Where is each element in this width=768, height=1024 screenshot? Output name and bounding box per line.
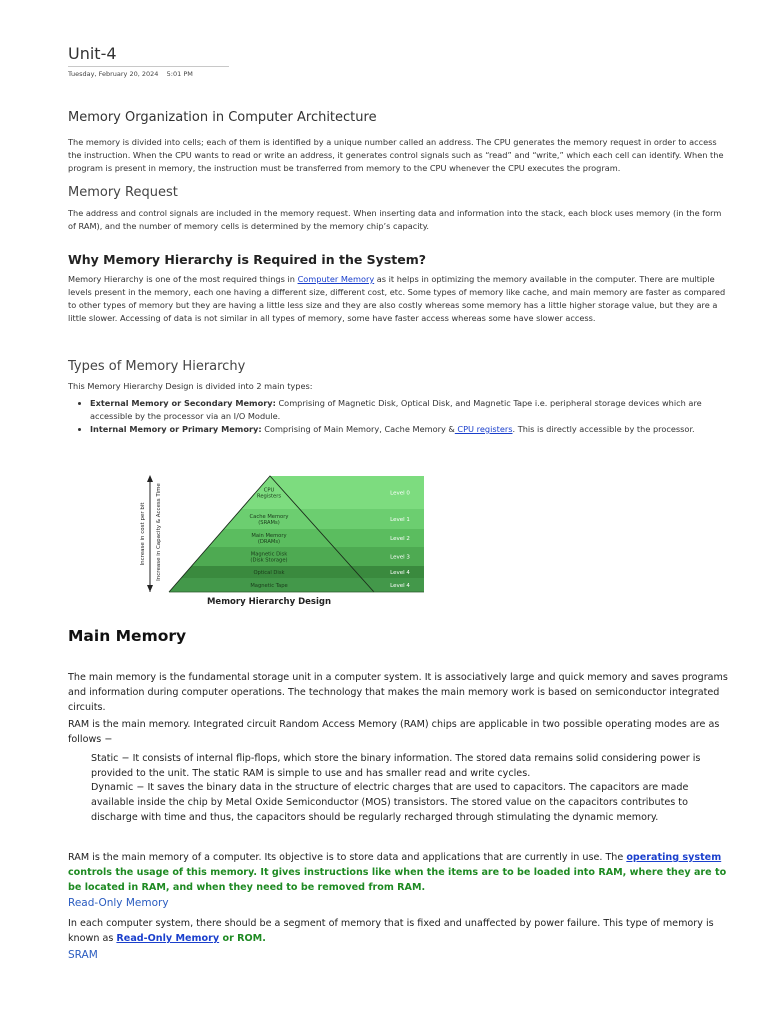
- section-heading-why-hierarchy: Why Memory Hierarchy is Required in the System?: [68, 252, 426, 267]
- level-label: Optical Disk: [253, 570, 285, 576]
- level-label: Magnetic Disk: [250, 551, 288, 558]
- level-label: Registers: [256, 493, 282, 500]
- page-time: 5:01 PM: [166, 70, 193, 78]
- main-memory-paragraph-2: RAM is the main memory. Integrated circuit Random Access Memory (RAM) chips are applicable in two possible operating modes are as follows −: [68, 719, 720, 745]
- level-label: (SRAMs): [258, 520, 280, 526]
- ram-paragraph: [68, 850, 732, 895]
- list-item: [90, 423, 728, 436]
- list-item: [90, 397, 728, 423]
- rom-paragraph: [68, 916, 732, 946]
- bullet-text-internal: Comprising of Main Memory, Cache Memory &: [261, 424, 455, 434]
- level-label: (DRAMs): [257, 539, 281, 545]
- ram-highlight-text: controls the usage of this memory. It gives instructions like when the items are to be loaded into RAM, where they are to be located in RAM, and when they need to be removed from RAM.: [68, 867, 727, 893]
- types-intro: This Memory Hierarchy Design is divided into 2 main types:: [68, 381, 313, 391]
- why-hierarchy-text-2: as it helps in optimizing the memory available in the computer. There are multiple levels present in the memory, each one having a different size, different cost, etc. Some types of memory like cache, and main memory are faster as compared to other types of memory but they are having a little less size and they are also costly whereas some memory has a little higher storage value, but they are a little slower. Accessing of data is not similar in all types of memory, some have faster access whereas some have slower access.: [68, 274, 726, 323]
- level-label: CPU: [263, 487, 275, 494]
- why-hierarchy-text-1: Memory Hierarchy is one of the most required things in: [68, 274, 298, 284]
- title-divider: [68, 66, 229, 67]
- level-number: Level 4: [390, 583, 410, 589]
- level-number: Level 3: [390, 554, 410, 561]
- computer-memory-link[interactable]: Computer Memory: [297, 274, 375, 284]
- dynamic-ram-description: Dynamic − It saves the binary data in the structure of electric charges that are used to capacitors. The capacitors are made available inside the chip by Metal Oxide Semiconductor (MOS) transistors. The stored value on the capacitors contributes to discharge with time and thus, the capacitors should be regularly recharged through stimulating the dynamic memory.: [91, 782, 689, 823]
- memory-hierarchy-diagram: [138, 474, 428, 608]
- main-memory-paragraph-1: The main memory is the fundamental storage unit in a computer system. It is associatively large and quick memory and saves programs and information during computer operations. The technology that makes the main memory work is based on semiconductor integrated circuits.: [68, 672, 728, 713]
- rom-suffix: or ROM.: [219, 933, 266, 944]
- level-label: Main Memory: [251, 533, 287, 539]
- sram-heading: SRAM: [68, 949, 98, 961]
- page-date: Tuesday, February 20, 2024: [68, 70, 159, 78]
- static-ram-description: Static − It consists of internal flip-flops, which store the binary information. The stored data remains solid considering power is provided to the unit. The static RAM is simple to use and has smaller read and write cycles.: [91, 753, 701, 779]
- level-number: Level 0: [390, 490, 410, 497]
- level-label: (Disk Storage): [250, 557, 288, 564]
- cpu-registers-link[interactable]: CPU registers: [454, 424, 513, 434]
- section-heading-types: Types of Memory Hierarchy: [68, 359, 246, 374]
- rom-text: In each computer system, there should be a segment of memory that is fixed and unaffected by power failure. This type of memory is known as: [68, 918, 714, 944]
- memory-request-paragraph: The address and control signals are included in the memory request. When inserting data and information into the stack, each block uses memory (in the form of RAM), and the number of memory cells is determined by the memory chip’s capacity.: [68, 208, 722, 231]
- axis-label-capacity: Increase in Capacity & Access Time: [156, 483, 162, 581]
- why-hierarchy-paragraph: [68, 273, 728, 325]
- section-heading-memory-organization: Memory Organization in Computer Architecture: [68, 110, 377, 125]
- memory-organization-paragraph: The memory is divided into cells; each of them is identified by a unique number called an address. The CPU generates the memory request in order to access the instruction. When the CPU wants to read or write an address, it generates control signals such as “read” and “write,” which each cell can identify. When the program is present in memory, the instruction must be transferred from memory to the CPU whenever the CPU executes the program.: [68, 137, 724, 173]
- page-timestamp: [68, 70, 193, 78]
- read-only-memory-link[interactable]: Read-Only Memory: [116, 933, 220, 944]
- ram-text: RAM is the main memory of a computer. Its objective is to store data and applications that are currently in use. The: [68, 852, 627, 863]
- section-heading-memory-request: Memory Request: [68, 185, 178, 200]
- page-title: Unit-4: [68, 44, 117, 63]
- bullet-title-internal: Internal Memory or Primary Memory:: [90, 424, 262, 434]
- level-label: Magnetic Tape: [250, 583, 288, 589]
- level-number: Level 1: [390, 517, 410, 523]
- types-bullet-list: [68, 397, 728, 436]
- hierarchy-band-left: [169, 578, 248, 592]
- operating-system-link[interactable]: operating system: [626, 852, 722, 863]
- axis-label-cost: Increase in cost per bit: [140, 502, 146, 566]
- bullet-text-external: Comprising of Magnetic Disk, Optical Disk, and Magnetic Tape i.e. peripheral storage devices which are accessible by the processor via an I/O Module.: [90, 398, 702, 421]
- level-number: Level 2: [390, 536, 410, 542]
- read-only-memory-heading: Read-Only Memory: [68, 897, 169, 909]
- diagram-caption: Memory Hierarchy Design: [206, 597, 332, 607]
- bullet-title-external: External Memory or Secondary Memory:: [90, 398, 276, 408]
- level-label: Cache Memory: [249, 514, 289, 520]
- bullet-text-internal-end: . This is directly accessible by the processor.: [512, 424, 695, 434]
- hierarchy-band-left: [181, 566, 248, 578]
- main-memory-heading: Main Memory: [68, 627, 187, 645]
- level-number: Level 4: [390, 570, 410, 576]
